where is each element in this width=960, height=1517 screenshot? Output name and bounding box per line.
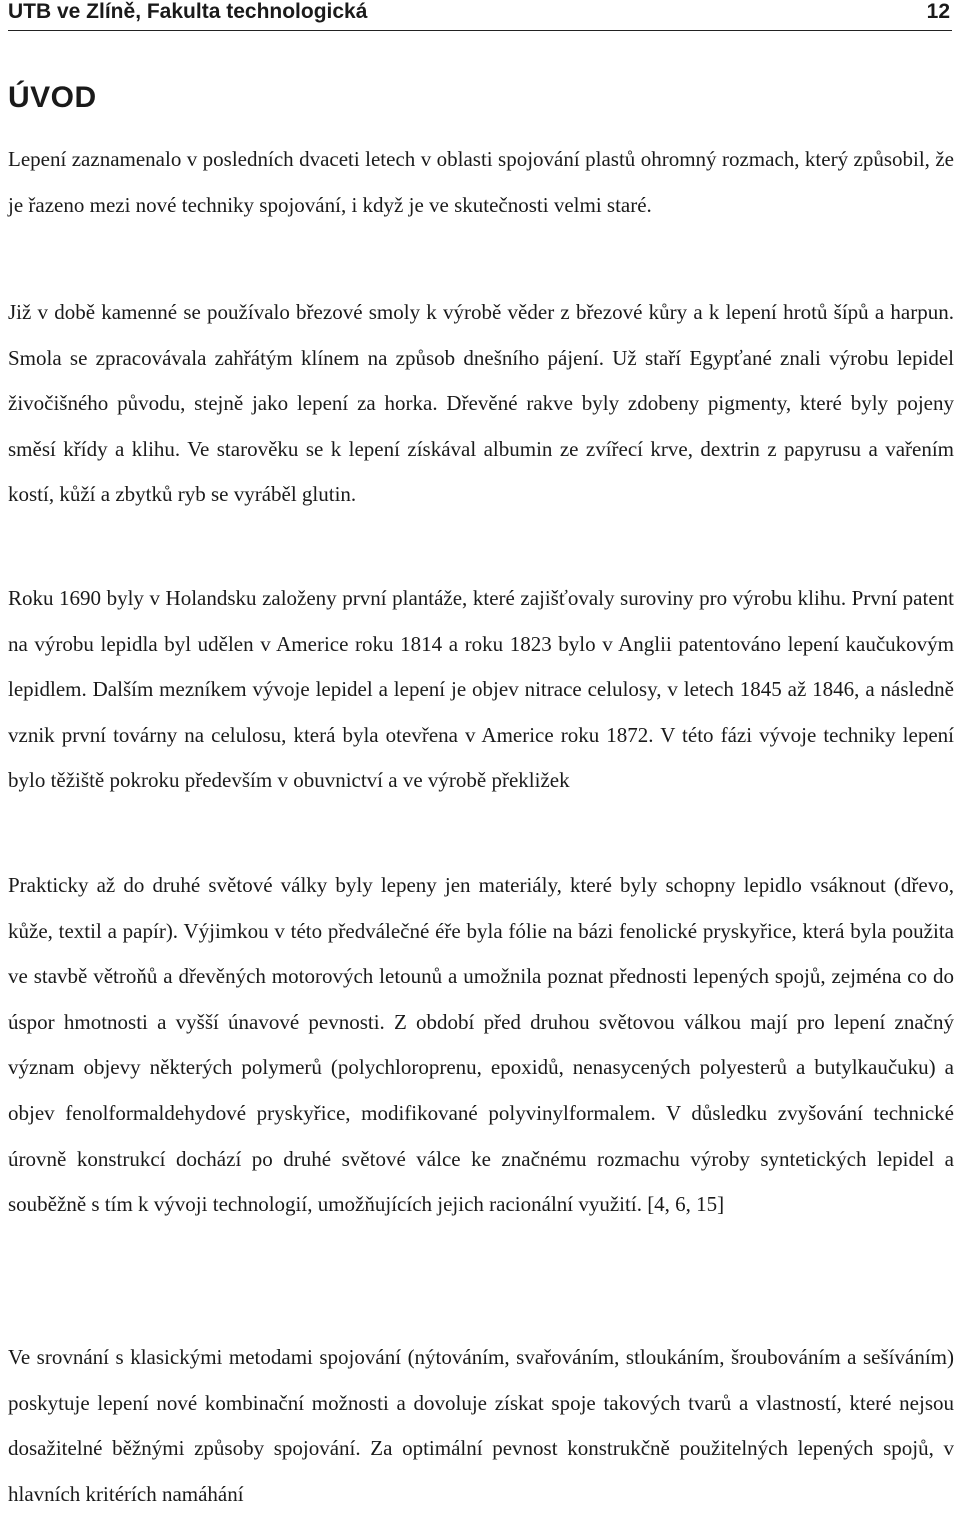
- header-institution: UTB ve Zlíně, Fakulta technologická: [8, 0, 368, 23]
- paragraph: Již v době kamenné se používalo březové smoly k výrobě věder z březové kůry a k lepení hrotů šípů a harpun. Smola se zpracovávala zahřátým klínem na způsob dnešního pájení. Už staří Egypťané znali výrobu lepidel živočišného původu, stejně jako lepení za horka. Dřevěné rakve byly zdobeny pigmenty, které byly pojeny směsí křídy a klihu. Ve starověku se k lepení získával albumin ze zvířecí krve, dextrin z papyrusu a vařením kostí, kůží a zbytků ryb se vyráběl glutin.: [8, 300, 954, 507]
- section-title: ÚVOD: [8, 81, 97, 114]
- paragraph: Ve srovnání s klasickými metodami spojování (nýtováním, svařováním, stloukáním, šroubováním a sešíváním) poskytuje lepení nové kombinační možnosti a dovoluje získat spoje takových tvarů a vlastností, které nejsou dosažitelné běžnými způsoby spojování. Za optimální pevnost konstrukčně použitelných lepených spojů, v hlavních kritérích namáhání: [8, 1345, 954, 1506]
- paragraph: Prakticky až do druhé světové války byly lepeny jen materiály, které byly schopny lepidlo vsáknout (dřevo, kůže, textil a papír). Výjimkou v této předválečné éře byla fólie na bázi fenolické pryskyřice, která byla použita ve stavbě větroňů a dřevěných motorových letounů a umožnila poznat přednosti lepených spojů, zejména co do úspor hmotnosti a vyšší únavové pevnosti. Z období před druhou světovou válkou mají pro lepení značný význam objevy některých polymerů (polychloroprenu, epoxidů, nenasycených polyesterů a butylkaučuku) a objev fenolformaldehydové pryskyřice, modifikované polyvinylformalem. V důsledku zvyšování technické úrovně konstrukcí dochází po druhé světové válce ke značnému rozmachu výroby syntetických lepidel a souběžně s tím k vývoji technologií, umožňujících jejich racionální využití. [4, 6, 15]: [8, 873, 954, 1217]
- page-header: [8, 0, 952, 31]
- paragraph: Lepení zaznamenalo v posledních dvaceti letech v oblasti spojování plastů ohromný rozmach, který způsobil, že je řazeno mezi nové techniky spojování, i když je ve skutečnosti velmi staré.: [8, 147, 954, 217]
- header-page-number: 12: [926, 0, 950, 23]
- paragraph: Roku 1690 byly v Holandsku založeny první plantáže, které zajišťovaly suroviny pro výrobu klihu. První patent na výrobu lepidla byl udělen v Americe roku 1814 a roku 1823 bylo v Anglii patentováno lepení kaučukovým lepidlem. Dalším mezníkem vývoje lepidel a lepení je objev nitrace celulosy, v letech 1845 až 1846, a následně vznik první továrny na celulosu, která byla otevřena v Americe roku 1872. V této fázi vývoje techniky lepení bylo těžiště pokroku především v obuvnictví a ve výrobě překližek: [8, 586, 954, 793]
